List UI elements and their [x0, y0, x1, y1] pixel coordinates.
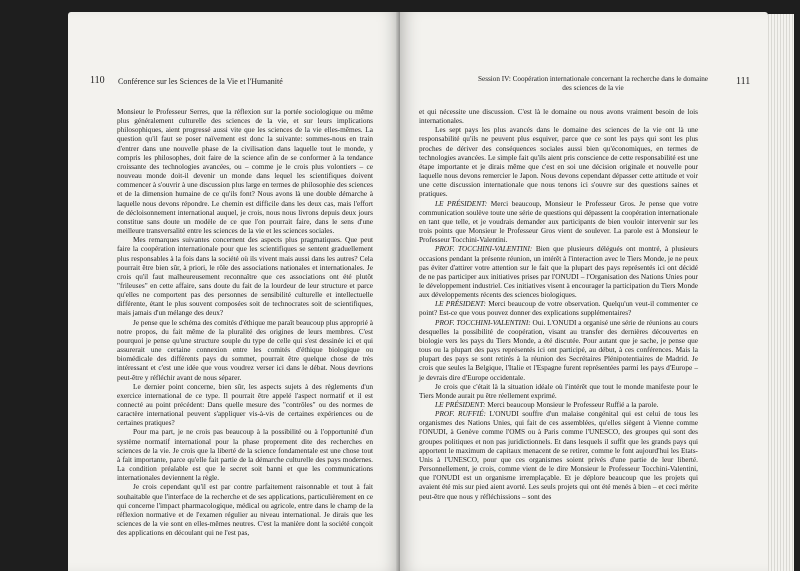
page-edges: [768, 14, 794, 571]
paragraph: [419, 382, 698, 400]
speaker-paragraph: [419, 244, 698, 299]
speaker-name: LE PRÉSIDENT:: [435, 400, 486, 409]
running-head-line: Session IV: Coopération internationale concernant la recherche dans le domaine: [478, 75, 708, 83]
speaker-name: PROF. TOCCHINI-VALENTINI:: [435, 244, 533, 254]
paragraph-text: Oui. L'ONUDI a organisé une série de réunions au cours desquelles la possibilité de coopération, visant au transfer des dernières découvertes en biologie vers les pays du Tiers Monde, a été discutée. Pour autant que je sache, je pense que tous ou la plupart des pays représentés ici ont participé, au début, à ces conférences. Mais la plupart des pays se sont retirés à la réunion des Secrétaires Plénipotentiaires de Madrid. Je crois que seules la Belgique, l'Italie et l'Espagne furent représentées parmi les pays d'Europe – je devrais dire d'Europe occidentale.: [419, 317, 698, 382]
speaker-name: LE PRÉSIDENT:: [435, 299, 486, 309]
right-page: [400, 12, 768, 571]
paragraph-text: Bien que plusieurs délégués ont montré, à plusieurs occasions pendant la présente réunion, un intérêt à l'interaction avec le Tiers Monde, je ne peux pas éviter d'attirer votre attention sur le fait que la plupart des pays représentés ici ont décidé de ne pas participer aux initiatives prises par l'ONUDI – l'Organisation des Nations Unies pour le développement industriel. Ces initiatives visent à encourager la participation du Tiers Monde aux développements récents des sciences biologiques.: [419, 244, 698, 300]
speaker-paragraph: [419, 318, 698, 382]
paragraph-text: Merci beaucoup, Monsieur le Professeur Gros. Je pense que votre communication soulève toute une série de questions qui dépassent la coopération internationale en tant que telle, et je voudrais demander aux participants de bien vouloir intervenir sur les trois points que Monsieur le Professeur Gros vient de soulever. La parole est à Monsieur le Professeur Tocchini-Valentini.: [419, 198, 699, 245]
speaker-paragraph: [419, 199, 698, 245]
speaker-name: LE PRÉSIDENT:: [435, 198, 488, 208]
speaker-name: PROF. TOCCHINI-VALENTINI:: [435, 317, 531, 327]
right-page-number: 111: [736, 76, 751, 87]
paragraph-text: Les sept pays les plus avancés dans le domaine des sciences de la vie ont là une responsabilité qu'ils ne peuvent plus esquiver, parce que ce sont les pays qui sont les plus proches de dériver des conséquences sociales aussi bien qu'économiques, en termes de technologies avancées. Le simple fait qu'ils aient pris conscience de cette responsabilité est une étape importante et je dirais même que c'est en soi une décision originale et nouvelle pour laquelle nous devons remercier le Japon. Nous devons cependant dépasser cette attitude et voir une cette discussion internationale que nous tenons ici s'ouvre sur des questions saines et pratiques.: [419, 125, 698, 199]
left-page-number: 110: [90, 75, 105, 86]
speaker-paragraph: [419, 409, 698, 501]
left-text-column: [117, 107, 373, 537]
paragraph-text: et qui nécessite une discussion. C'est là le domaine ou nous avons vraiment besoin de lois internationales.: [419, 107, 698, 126]
paragraph: Je pense que le schéma des comités d'éthique me paraît beaucoup plus approprié à notre propos, du fait même de la pluralité des origines de leurs membres. C'est pourquoi je pense qu'une structure souple du type de celle qui s'est dessinée ici et qui assurerait une certaine connexion entre les comités d'éthique biologique ou biomédicale des différents pays du sommet, pourrait être quelque chose de très intéressant et c'est une idée que vous voudrez verser ici dans le débat. Nous devrions peut-être y réfléchir avant de nous séparer.: [117, 317, 373, 382]
paragraph: [419, 125, 698, 198]
paragraph: Monsieur le Professeur Serres, que la réflexion sur la portée sociologique ou même plus généralement culturelle des sciences de la vie, et sur leurs implications philosophiques, aient progressé aussi vite que les sciences de la vie elles-mêmes. La question qu'il faut se poser naïvement est donc la suivante: sommes-nous en train d'entrer dans une nouvelle phase de la civilisation dans laquelle tout le monde, y compris les philosophes, doit faire de la science afin de se conformer à la tendance croissante des technologies avancées, ou – comme je le crois plus volontiers – ce nouveau monde doit-il devenir un monde dans lequel les scientifiques doivent commencer à s'ouvrir à une discussion plus large en termes de philosophie des sciences et de la dimension humaine de ce qu'ils font? Nous avons là une double démarche à laquelle nous devons répondre. Le chemin est difficile dans les deux cas, mais l'effort de décloisonnement international auquel, je crois, nous nous livrons depuis deux jours constitue sans doute un modèle de ce que l'on pourrait faire, dans le sens d'une meilleure transversalité entre les sciences de la vie et les sciences sociales.: [117, 107, 373, 236]
paragraph: Le dernier point concerne, bien sûr, les aspects sujets à des règlements d'un exercice international de ce type. Il pourrait être appelé l'aspect normatif et il est connecté au point précédent: Dans quelle mesure des "contrôles" ou des normes de caractère international peuvent s'appliquer vis-à-vis de certaines expériences ou de certaines pratiques?: [117, 381, 373, 428]
paragraph-text: Merci beaucoup Monsieur le Professeur Ruffié a la parole.: [487, 400, 659, 409]
paragraph-text: Je crois que c'était là la situation idéale où l'intérêt que tout le monde manifeste pour le Tiers Monde aurait pu être réellement exprimé.: [419, 381, 698, 400]
paragraph: Je crois cependant qu'il est par contre parfaitement raisonnable et tout à fait souhaitable que l'interface de la recherche et de ses applications, particulièrement en ce qui concerne l'impact pharmacologique, médical ou agricole, entre dans le champ de la réflexion normative et de l'examen régulier au niveau international. Je dirais que les sciences de la vie sont en elles-mêmes neutres. C'est la manière dont la société conçoit des applications en découlant qui ne l'est pas,: [117, 482, 373, 538]
paragraph: [419, 107, 698, 125]
speaker-name: PROF. RUFFIÉ:: [435, 409, 486, 419]
paragraph: Pour ma part, je ne crois pas beaucoup à la possibilité ou à l'opportunité d'un système normatif international pour la phase proprement dite des recherches en sciences de la vie. Je crois que la liberté de la science fondamentale est une chose tout à fait importante, parce qu'elle fait partie de la démarche culturelle des pays modernes. La condition préalable est que le secret soit banni et que les communications internationales deviennent la règle.: [117, 427, 373, 483]
speaker-paragraph: [419, 400, 698, 409]
paragraph-text: L'ONUDI souffre d'un malaise congénital qui est celui de tous les organismes des Nations Unies, qui fait de ces assemblées, qu'elles siègent à Vienne comme l'ONUDI, à Genève comme l'OMS ou à Paris comme l'UNESCO, des groupes qui sont des groupes politiques et non pas juridictionnels. Et dans lesquels il suffit que les grands pays qui apportent le maximum de capitaux menacent de se retirer, comme le font aujourd'hui les Etats-Unis à l'UNESCO, pour que ces organismes soient privés d'une partie de leur liberté. Personnellement, je crois, comme vient de le dire Monsieur le Professeur Tocchini-Valentini, que l'ONUDI est un organisme irremplaçable. Et je déplore beaucoup que les projets qui avaient été mis sur pied aient avorté. Les seuls projets qui ont été menés à bien – et ceci mérite peut-être que nous y réfléchissions – sont des: [419, 409, 698, 501]
left-running-head: Conférence sur les Sciences de la Vie et l'Humanité: [118, 77, 283, 86]
right-text-column: [419, 107, 698, 501]
paragraph-text: Merci beaucoup de votre observation. Quelqu'un veut-il commenter ce point? Est-ce que vous pouvez donner des explications supplémentaires?: [419, 299, 698, 318]
right-running-head: [478, 75, 708, 93]
speaker-paragraph: [419, 299, 698, 317]
left-page: [68, 12, 400, 571]
running-head-line: des sciences de la vie: [562, 84, 624, 92]
paragraph: Mes remarques suivantes concernent des aspects plus pragmatiques. Que peut faire la coopération internationale pour que les scientifiques se sentent graduellement plus responsables à la fois dans la société où ils vivent mais aussi dans les autres? Cela pourrait être bien sûr, à priori, le rôle des associations nationales et internationales. Je crois qu'il faut malheureusement reconnaître que ces associations ont été plutôt "frileuses" en cette affaire, sans doute du fait de la lourdeur de leur structure et parce qu'elles ne comportent pas des personnes de sensibilité culturelle et intellectuelle différente, étant le plus souvent composées soit de technocrates soit de scientifiques, mais jamais d'un mélange des deux?: [117, 235, 373, 318]
